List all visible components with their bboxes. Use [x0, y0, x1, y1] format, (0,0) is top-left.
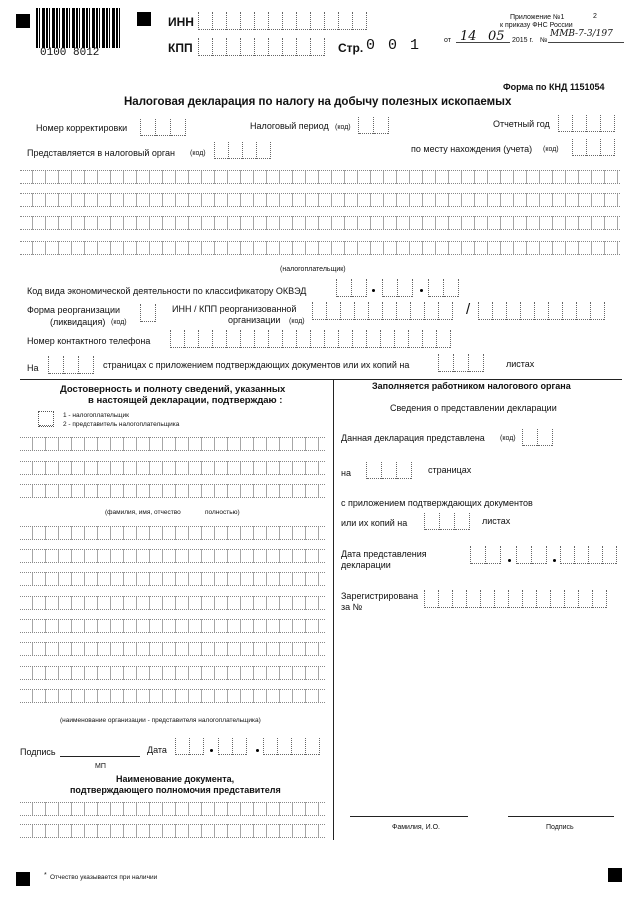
submit-date-label-2: декларации — [341, 560, 391, 570]
reorg-inn-label-2: организации — [228, 315, 281, 325]
doc-row-1[interactable] — [20, 802, 325, 816]
taxpayer-row-2[interactable] — [20, 193, 620, 207]
doc-row-2[interactable] — [20, 824, 325, 838]
order-month-line — [484, 42, 510, 43]
okved-field-3[interactable] — [428, 279, 458, 297]
doc-title-1: Наименование документа, — [116, 774, 235, 784]
inspector-signature-line[interactable] — [508, 816, 614, 817]
right-sheets-label: листах — [482, 516, 511, 526]
submitted-code: (код) — [500, 435, 516, 442]
kpp-label: КПП — [168, 41, 193, 55]
order-day: 14 — [460, 29, 477, 44]
org-row-6[interactable] — [20, 642, 325, 656]
reorg-code: (код) — [111, 319, 127, 326]
order-month: 05 — [488, 29, 505, 44]
phone-label: Номер контактного телефона — [27, 336, 151, 346]
left-section-title-1: Достоверность и полноту сведений, указанных — [60, 384, 286, 395]
option-1: 1 - налогоплательщик — [63, 412, 130, 419]
registered-label-2: за № — [341, 602, 363, 612]
year-field[interactable] — [558, 115, 614, 132]
submitted-label: Данная декларация представлена — [341, 433, 485, 443]
with-docs-label: с приложением подтверждающих документов — [341, 498, 533, 508]
confirmer-code-field[interactable] — [38, 411, 53, 427]
sign-date-separator-1 — [210, 749, 213, 752]
right-pages-field[interactable] — [366, 462, 411, 479]
okved-separator-2 — [420, 289, 423, 292]
year-label: Отчетный год — [493, 119, 550, 129]
registered-field[interactable] — [424, 590, 606, 608]
signature-label: Подпись — [20, 747, 56, 757]
fio-caption-2: полностью) — [205, 509, 240, 516]
pages-field[interactable] — [48, 356, 93, 374]
order-no-label: № — [540, 37, 548, 44]
authority-field[interactable] — [214, 142, 270, 159]
column-divider — [333, 380, 334, 840]
barcode-number: 0100 8012 — [40, 47, 100, 59]
org-row-3[interactable] — [20, 572, 325, 586]
right-on-label: на — [341, 468, 351, 478]
reorg-field[interactable] — [140, 304, 155, 322]
sign-date-month[interactable] — [218, 738, 246, 755]
sign-date-day[interactable] — [175, 738, 203, 755]
reorg-inn-field[interactable] — [312, 302, 452, 320]
reorg-label-1: Форма реорганизации — [27, 305, 120, 315]
inspector-name-caption: Фамилия, И.О. — [392, 824, 440, 831]
corner-marker-top-left — [16, 14, 30, 28]
appendix-line-1: Приложение №1 — [510, 14, 565, 21]
taxpayer-row-1[interactable] — [20, 170, 620, 184]
correction-label: Номер корректировки — [36, 123, 128, 133]
okved-field-2[interactable] — [382, 279, 412, 297]
order-number: ММВ-7-3/197 — [550, 29, 613, 39]
right-sheets-field[interactable] — [424, 513, 469, 530]
org-row-2[interactable] — [20, 549, 325, 563]
sheets-field[interactable] — [438, 354, 483, 372]
inspector-name-line[interactable] — [350, 816, 468, 817]
org-row-7[interactable] — [20, 666, 325, 680]
submitted-field[interactable] — [522, 429, 552, 446]
fio-caption: (фамилия, имя, отчество — [105, 509, 181, 516]
period-field[interactable] — [358, 117, 388, 134]
reorg-kpp-field[interactable] — [478, 302, 604, 320]
location-code: (код) — [543, 146, 559, 153]
or-copies-label: или их копий на — [341, 518, 408, 528]
okved-field-1[interactable] — [336, 279, 366, 297]
registered-label-1: Зарегистрирована — [341, 591, 419, 601]
pages-text: страницах с приложением подтверждающих документов или их копий на — [103, 360, 410, 370]
section-divider — [20, 379, 622, 380]
sheets-label: листах — [506, 359, 535, 369]
inspector-signature-caption: Подпись — [546, 824, 574, 831]
option-2: 2 - представитель налогоплательщика — [63, 421, 180, 428]
authority-code: (код) — [190, 150, 206, 157]
taxpayer-caption: (налогоплательщик) — [280, 266, 346, 273]
corner-marker-top-center — [137, 12, 151, 26]
submit-date-month[interactable] — [516, 546, 546, 564]
org-row-5[interactable] — [20, 619, 325, 633]
corner-marker-bottom-left — [16, 872, 30, 886]
signature-line[interactable] — [60, 756, 140, 757]
order-from-label: от — [444, 37, 451, 44]
mp-label: МП — [95, 763, 106, 770]
sign-date-year[interactable] — [263, 738, 319, 755]
reorg-inn-code: (код) — [289, 318, 305, 325]
fio-row-1[interactable] — [20, 437, 325, 451]
reorg-slash: / — [466, 301, 471, 318]
taxpayer-row-4[interactable] — [20, 241, 620, 255]
location-label: по месту нахождения (учета) — [411, 144, 533, 154]
doc-title-2: подтверждающего полномочия представителя — [70, 785, 281, 795]
submit-date-separator-1 — [508, 559, 511, 562]
okved-label: Код вида экономической деятельности по классификатору ОКВЭД — [27, 286, 307, 296]
phone-field[interactable] — [170, 330, 450, 348]
page-label: Стр. — [338, 41, 364, 55]
on-label: На — [27, 363, 39, 373]
org-row-8[interactable] — [20, 689, 325, 703]
reorg-label-2: (ликвидация) — [50, 317, 106, 327]
right-section-subtitle: Сведения о представлении декларации — [390, 403, 557, 413]
page-index: 2 — [593, 13, 597, 20]
kpp-field[interactable] — [198, 38, 324, 56]
period-code: (код) — [335, 124, 351, 131]
submit-date-label-1: Дата представления — [341, 549, 427, 559]
right-pages-label: страницах — [428, 465, 472, 475]
inn-field[interactable] — [198, 12, 366, 30]
fio-row-2[interactable] — [20, 461, 325, 475]
submit-date-separator-2 — [553, 559, 556, 562]
fio-row-3[interactable] — [20, 484, 325, 498]
date-label: Дата — [147, 745, 167, 755]
sign-date-separator-2 — [256, 749, 259, 752]
corner-marker-bottom-right — [608, 868, 622, 882]
order-day-line — [456, 42, 486, 43]
form-knd: Форма по КНД 1151054 — [503, 82, 605, 92]
taxpayer-row-3[interactable] — [20, 216, 620, 230]
period-label: Налоговый период — [250, 121, 329, 131]
correction-field[interactable] — [140, 119, 185, 136]
page-number: 0 0 1 — [366, 37, 422, 54]
form-title: Налоговая декларация по налогу на добычу полезных ископаемых — [124, 96, 512, 108]
authority-label: Представляется в налоговый орган — [27, 148, 175, 158]
left-section-title-2: в настоящей декларации, подтверждаю : — [88, 395, 283, 406]
inn-label: ИНН — [168, 15, 194, 29]
footer-asterisk: * — [44, 872, 47, 879]
org-row-4[interactable] — [20, 596, 325, 610]
order-year: 2015 г. — [512, 37, 534, 44]
okved-separator-1 — [372, 289, 375, 292]
reorg-inn-label-1: ИНН / КПП реорганизованной — [172, 304, 297, 314]
org-caption: (наименование организации - представителя налогоплательщика) — [60, 717, 261, 724]
order-number-line — [548, 42, 624, 43]
appendix-line-2: к приказу ФНС России — [500, 22, 573, 29]
footer-note: Отчество указывается при наличии — [50, 874, 158, 881]
org-row-1[interactable] — [20, 526, 325, 540]
barcode-icon — [36, 8, 122, 48]
location-field[interactable] — [572, 139, 614, 156]
right-section-title: Заполняется работником налогового органа — [372, 381, 571, 391]
submit-date-day[interactable] — [470, 546, 500, 564]
submit-date-year[interactable] — [560, 546, 616, 564]
